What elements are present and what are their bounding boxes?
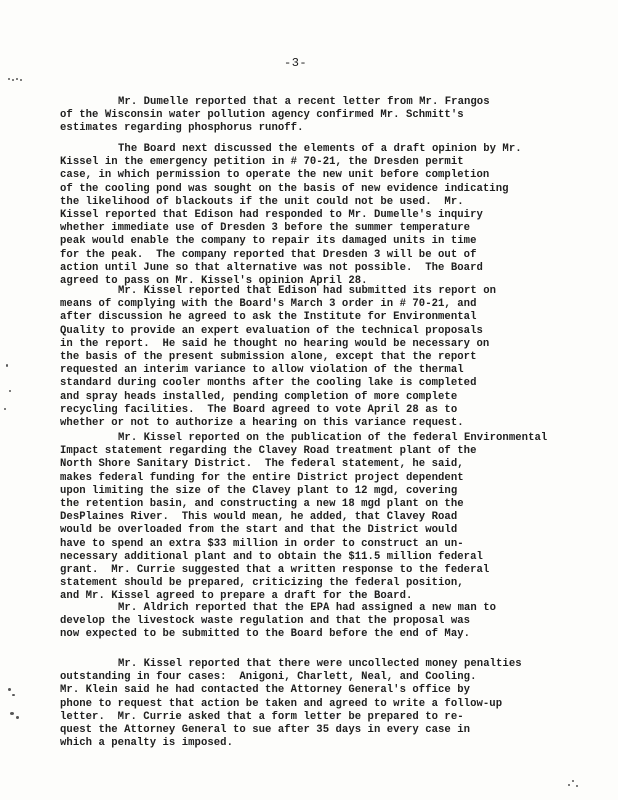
scan-speck — [20, 79, 22, 81]
text-line: action until June so that alternative was not possible. The Board — [60, 261, 483, 274]
paragraph-clavey-road — [60, 432, 618, 603]
scan-speck — [10, 712, 14, 715]
text-line: now expected to be submitted to the Board before the end of May. — [60, 628, 471, 641]
text-line: Mr. Kissel reported on the publication of the federal Environmental — [118, 432, 548, 444]
text-line: in the report. He said he thought no hearing would be necessary on — [60, 337, 490, 350]
text-line: Kissel reported that Edison had responded to Mr. Dumelle's inquiry — [60, 208, 483, 221]
text-line: whether or not to authorize a hearing on this variance request. — [60, 416, 464, 429]
text-line: The Board next discussed the elements of a draft opinion by Mr. — [118, 143, 522, 155]
text-line: which a penalty is imposed. — [60, 737, 233, 750]
scan-speck — [16, 716, 19, 719]
scan-speck — [12, 694, 15, 696]
scan-speck — [572, 780, 574, 782]
text-line: estimates regarding phosphorus runoff. — [60, 122, 304, 135]
scan-speck — [4, 408, 6, 410]
text-line: letter. Mr. Currie asked that a form letter be prepared to re- — [60, 710, 464, 723]
text-line: Quality to provide an expert evaluation of the technical proposals — [60, 324, 483, 337]
text-line: makes federal funding for the entire District project dependent — [60, 471, 464, 484]
page-number: -3- — [284, 56, 308, 70]
text-line: the basis of the present submission alone, except that the report — [60, 350, 477, 363]
text-line: Mr. Kissel reported that there were uncollected money penalties — [118, 658, 522, 670]
text-line: for the peak. The company reported that Dresden 3 will be out of — [60, 248, 477, 261]
scan-speck — [576, 785, 578, 787]
text-line: statement should be prepared, criticizing the federal position, — [60, 577, 464, 590]
text-line: Impact statement regarding the Clavey Road treatment plant of the — [60, 445, 477, 458]
paragraph-edison-report — [60, 285, 618, 430]
text-line: Mr. Klein said he had contacted the Attorney General's office by — [60, 684, 471, 697]
text-line: develop the livestock waste regulation and that the proposal was — [60, 615, 471, 628]
text-line: means of complying with the Board's March 3 order in # 70-21, and — [60, 298, 477, 311]
text-line: Mr. Kissel reported that Edison had submitted its report on — [118, 285, 497, 297]
text-line: the retention basin, and constructing a new 18 mgd plant on the — [60, 497, 464, 510]
scan-speck — [568, 784, 570, 786]
text-line: North Shore Sanitary District. The federal statement, he said, — [60, 458, 464, 471]
scan-speck — [6, 364, 8, 367]
text-line: peak would enable the company to repair its damaged units in time — [60, 235, 477, 248]
text-line: Kissel in the emergency petition in # 70-21, the Dresden permit — [60, 156, 464, 169]
paragraph-dresden-opinion — [60, 143, 618, 288]
scan-speck — [12, 79, 14, 81]
text-line: Mr. Dumelle reported that a recent letter from Mr. Frangos — [118, 96, 490, 108]
paragraph-livestock-waste — [60, 602, 618, 642]
text-line: case, in which permission to operate the new unit before completion — [60, 169, 490, 182]
text-line: and spray heads installed, pending completion of more complete — [60, 390, 458, 403]
text-line: recycling facilities. The Board agreed to vote April 28 as to — [60, 403, 458, 416]
text-line: necessary additional plant and to obtain the $11.5 million federal — [60, 550, 483, 563]
scan-speck — [16, 78, 18, 80]
scan-speck — [8, 78, 10, 80]
text-line: whether immediate use of Dresden 3 before the summer temperature — [60, 222, 471, 235]
text-line: quest the Attorney General to sue after 35 days in every case in — [60, 723, 471, 736]
text-line: standard during cooler months after the cooling lake is completed — [60, 377, 477, 390]
paragraph-phosphorus-runoff — [60, 96, 618, 136]
scan-speck — [9, 390, 11, 392]
text-line: outstanding in four cases: Anigoni, Charlett, Neal, and Cooling. — [60, 671, 477, 684]
text-line: of the cooling pond was sought on the basis of new evidence indicating — [60, 182, 509, 195]
text-line: after discussion he agreed to ask the Institute for Environmental — [60, 311, 477, 324]
text-line: Mr. Aldrich reported that the EPA had assigned a new man to — [118, 602, 497, 614]
text-line: upon limiting the size of the Clavey plant to 12 mgd, covering — [60, 484, 458, 497]
text-line: DesPlaines River. This would mean, he added, that Clavey Road — [60, 511, 458, 524]
scan-speck — [8, 688, 11, 691]
text-line: agreed to pass on Mr. Kissel's opinion April 28. — [60, 274, 368, 287]
text-line: the likelihood of blackouts if the unit could not be used. Mr. — [60, 195, 464, 208]
text-line: of the Wisconsin water pollution agency confirmed Mr. Schmitt's — [60, 109, 464, 122]
text-line: have to spend an extra $33 million in order to construct an un- — [60, 537, 464, 550]
text-line: requested an interim variance to allow violation of the thermal — [60, 364, 464, 377]
paragraph-money-penalties — [60, 658, 618, 750]
text-line: phone to request that action be taken and agreed to write a follow-up — [60, 697, 503, 710]
text-line: grant. Mr. Currie suggested that a written response to the federal — [60, 563, 490, 576]
text-line: would be overloaded from the start and that the District would — [60, 524, 458, 537]
text-line: and Mr. Kissel agreed to prepare a draft for the Board. — [60, 590, 413, 603]
